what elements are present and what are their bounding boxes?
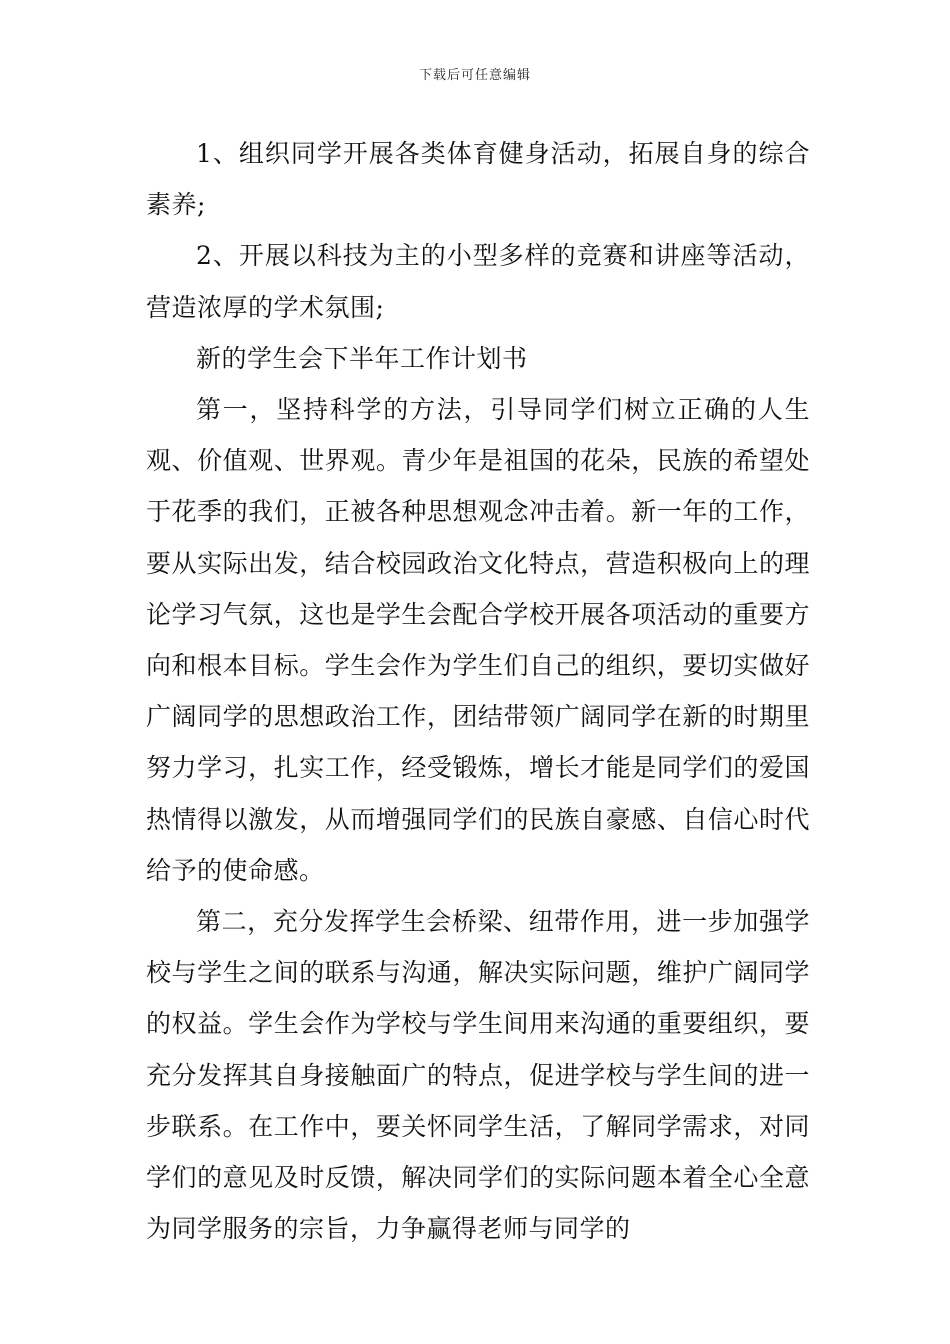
- section-title: 新的学生会下半年工作计划书: [196, 343, 528, 373]
- document-body: [146, 128, 810, 1254]
- paragraph-first-point: 第一，坚持科学的方法，引导同学们树立正确的人生观、价值观、世界观。青少年是祖国的花朵，民族的希望处于花季的我们，正被各种思想观念冲击着。新一年的工作，要从实际出发，结合校园政治文化特点，营造积极向上的理论学习气氛，这也是学生会配合学校开展各项活动的重要方向和根本目标。学生会作为学生们自己的组织，要切实做好广阔同学的思想政治工作，团结带领广阔同学在新的时期里努力学习，扎实工作，经受锻炼，增长才能是同学们的爱国热情得以激发，从而增强同学们的民族自豪感、自信心时代给予的使命感。: [146, 395, 810, 885]
- paragraph-item-1: 1、组织同学开展各类体育健身活动，拓展自身的综合素养;: [146, 139, 810, 220]
- page-header: 下载后可任意编辑: [418, 68, 531, 83]
- paragraph-item-2: 2、开展以科技为主的小型多样的竞赛和讲座等活动，营造浓厚的学术氛围;: [146, 241, 810, 322]
- paragraph-second-point: 第二，充分发挥学生会桥梁、纽带作用，进一步加强学校与学生之间的联系与沟通，解决实际问题，维护广阔同学的权益。学生会作为学校与学生间用来沟通的重要组织，要充分发挥其自身接触面广的特点，促进学校与学生间的进一步联系。在工作中，要关怀同学生活，了解同学需求，对同学们的意见及时反馈，解决同学们的实际问题本着全心全意为同学服务的宗旨，力争赢得老师与同学的: [146, 907, 810, 1244]
